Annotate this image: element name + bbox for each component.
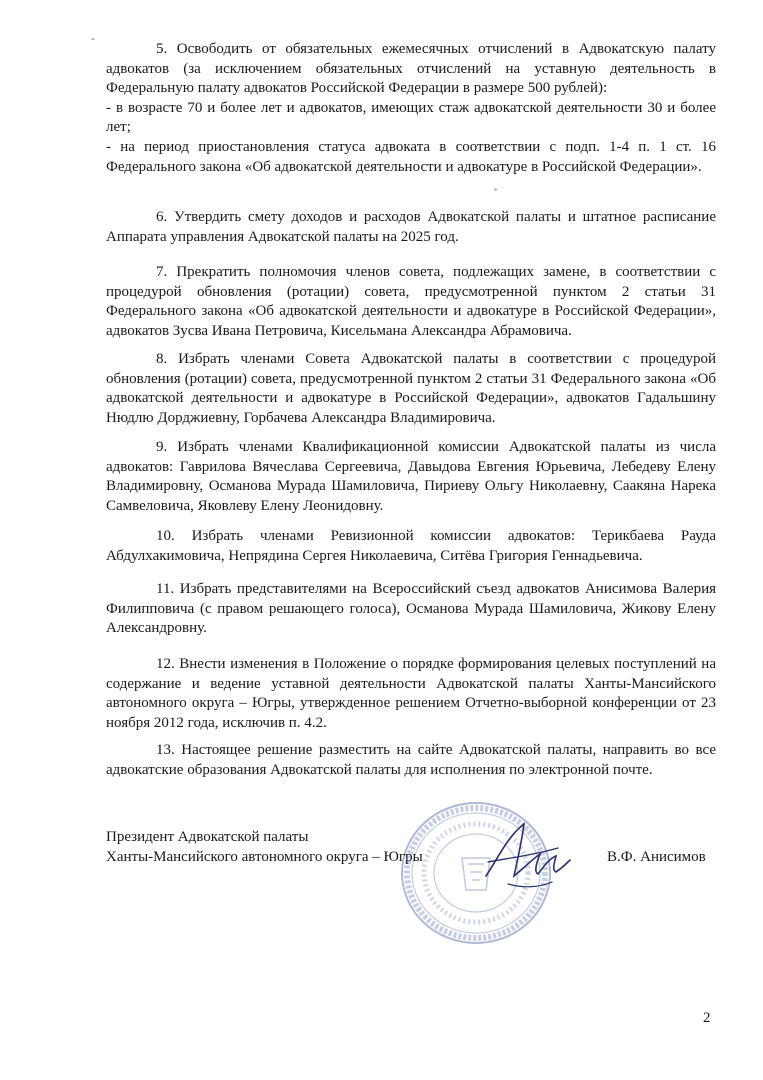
signatory-name: В.Ф. Анисимов xyxy=(607,849,706,865)
paragraph-12: 12. Внести изменения в Положение о порядке формирования целевых поступлений на содержание и ведение уставной деятельности Адвокатской палаты Ханты-Мансийского автономного округа – Югры, утвержденное решением Отчетно-выборной конференции от 23 ноября 2012 года, исключив п. 4.2. xyxy=(106,656,716,731)
signatory-title-line-1: Президент Адвокатской палаты xyxy=(106,829,309,845)
paragraph-5-item-2: - на период приостановления статуса адвоката в соответствии с подп. 1-4 п. 1 ст. 16 Федерального закона «Об адвокатской деятельности и адвокатуре в Российской Федерации». xyxy=(106,138,716,175)
scan-speck xyxy=(91,38,95,40)
paragraph-5-main: 5. Освободить от обязательных ежемесячных отчислений в Адвокатскую палату адвокатов (за исключением обязательных отчислений на уставную деятельность в Федеральную палату адвокатов Российской Федерации в размере 500 рублей): xyxy=(106,41,716,97)
signatory-title xyxy=(106,827,506,867)
paragraph-7: 7. Прекратить полномочия членов совета, подлежащих замене, в соответствии с процедурой обновления (ротации) совета, предусмотренной пунктом 2 статьи 31 Федерального закона «Об адвокатской деятельности и адвокатуре в Российской Федерации», адвокатов Зусва Ивана Петровича, Кисельмана Александра Абрамовича. xyxy=(106,264,716,339)
paragraph-9: 9. Избрать членами Квалификационной комиссии Адвокатской палаты из числа адвокатов: Гаврилова Вячеслава Сергеевича, Давыдова Евгения Юрьевича, Лебедеву Елену Владимировну, Османова Мурада Шамиловича, Пириеву Ольгу Николаевну, Саакяна Нарека Самвеловича, Яковлеву Елену Леонидовну. xyxy=(106,439,716,514)
paragraph-11: 11. Избрать представителями на Всероссийский съезд адвокатов Анисимова Валерия Филипповича (с правом решающего голоса), Османова Мурада Шамиловича, Жикову Елену Александровну. xyxy=(106,581,716,637)
signatory-title-line-2: Ханты-Мансийского автономного округа – Югры xyxy=(106,849,423,865)
paragraph-13: 13. Настоящее решение разместить на сайте Адвокатской палаты, направить во все адвокатские образования Адвокатской палаты для исполнения по электронной почте. xyxy=(106,742,716,778)
paragraph-6: 6. Утвердить смету доходов и расходов Адвокатской палаты и штатное расписание Аппарата управления Адвокатской палаты на 2025 год. xyxy=(106,209,716,245)
paragraph-5 xyxy=(106,40,716,177)
scan-speck xyxy=(494,188,497,191)
paragraph-5-item-1: - в возрасте 70 и более лет и адвокатов, имеющих стаж адвокатской деятельности 30 и более лет; xyxy=(106,99,716,136)
paragraph-8: 8. Избрать членами Совета Адвокатской палаты в соответствии с процедурой обновления (ротации) совета, предусмотренной пунктом 2 статьи 31 Федерального закона «Об адвокатской деятельности и адвокатуре в Российской Федерации», адвокатов Гадальшину Нюдлю Дорджиевну, Горбачева Александра Владимировича. xyxy=(106,351,716,426)
page-number: 2 xyxy=(703,1010,711,1026)
paragraph-10: 10. Избрать членами Ревизионной комиссии адвокатов: Терикбаева Рауда Абдулхакимовича, Непрядина Сергея Николаевича, Ситёва Григория Геннадьевича. xyxy=(106,528,716,564)
